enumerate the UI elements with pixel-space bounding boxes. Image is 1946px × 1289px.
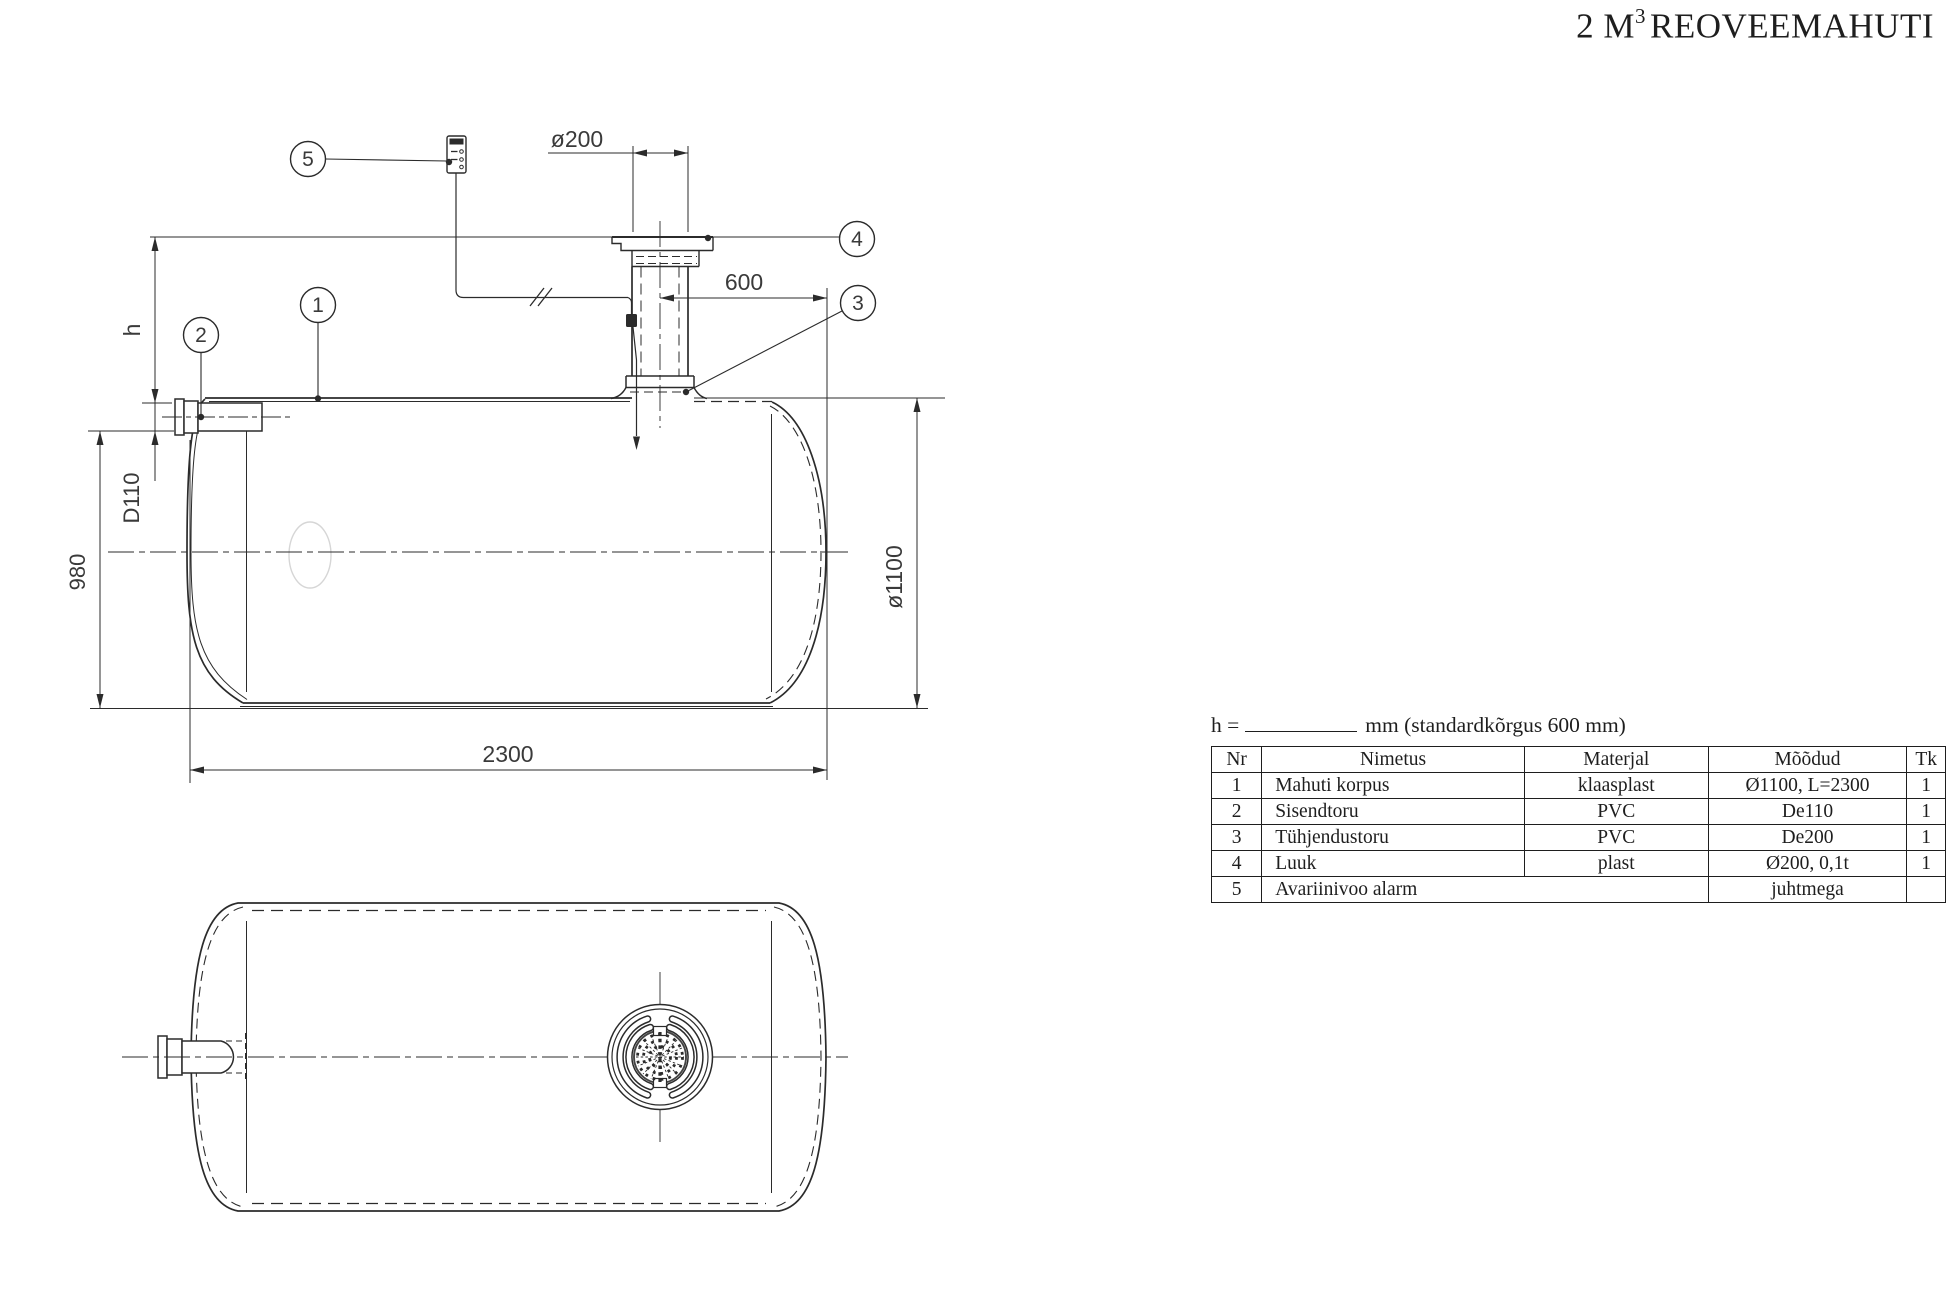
col-header-nimetus: Nimetus: [1262, 747, 1525, 773]
cell-tk: [1907, 877, 1946, 903]
parts-table-header-row: [1212, 747, 1946, 773]
svg-text:4: 4: [851, 228, 863, 251]
tank-side-outline: [108, 398, 852, 707]
cable-arrow: [633, 437, 640, 451]
col-header-tk: Tk: [1907, 747, 1946, 773]
cell-nr: 3: [1212, 825, 1262, 851]
cell-materjal: PVC: [1524, 825, 1708, 851]
callout-5: [291, 142, 453, 177]
cell-materjal: klaasplast: [1524, 773, 1708, 799]
alarm-device: [447, 136, 466, 173]
cell-tk: 1: [1907, 825, 1946, 851]
title-name: REOVEEMAHUTI: [1649, 6, 1934, 46]
table-row: [1212, 825, 1946, 851]
cell-nimetus: Mahuti korpus: [1262, 773, 1525, 799]
svg-text:1: 1: [312, 294, 324, 317]
dim-label-riser-height: h: [119, 323, 145, 337]
cell-moodud: juhtmega: [1708, 877, 1907, 903]
cell-nr: 5: [1212, 877, 1262, 903]
dimension-tank-length: [190, 440, 827, 783]
cell-nr: 2: [1212, 799, 1262, 825]
inlet-pipe-side: [162, 399, 292, 435]
height-note: [1211, 711, 1626, 738]
cell-nimetus: Luuk: [1262, 851, 1525, 877]
parts-table: [1211, 746, 1946, 903]
cell-moodud: Ø200, 0,1t: [1708, 851, 1907, 877]
cell-moodud: Ø1100, L=2300: [1708, 773, 1907, 799]
dim-label-riser-to-end: 600: [724, 269, 764, 295]
cable-clip: [626, 314, 637, 327]
cell-nimetus: Tühjendustoru: [1262, 825, 1525, 851]
col-header-nr: Nr: [1212, 747, 1262, 773]
table-row: [1212, 851, 1946, 877]
table-row: [1212, 773, 1946, 799]
svg-text:5: 5: [302, 148, 314, 171]
table-row: [1212, 877, 1946, 903]
dim-label-riser-diameter: ø200: [550, 126, 604, 152]
title-volume: 2 M: [1576, 6, 1635, 46]
side-view: [65, 126, 945, 783]
cell-moodud: De110: [1708, 799, 1907, 825]
cell-tk: 1: [1907, 799, 1946, 825]
callout-3: [683, 286, 876, 396]
col-header-materjal: Materjal: [1524, 747, 1708, 773]
cell-nr: 4: [1212, 851, 1262, 877]
callout-1: [301, 288, 336, 402]
note-blank-value: [1245, 711, 1357, 732]
cell-materjal: PVC: [1524, 799, 1708, 825]
col-header-moodud: Mõõdud: [1708, 747, 1907, 773]
note-suffix: mm (standardkõrgus 600 mm): [1365, 713, 1626, 737]
note-label: h =: [1211, 713, 1240, 737]
dim-label-inlet-diameter: D110: [119, 472, 144, 524]
drawing-title: [1576, 6, 1934, 47]
cell-nimetus: Sisendtoru: [1262, 799, 1525, 825]
dim-label-tank-diameter: ø1100: [881, 545, 907, 609]
manhole-lid-top: [608, 972, 713, 1142]
alarm-cable: [456, 173, 640, 450]
callout-4: [705, 222, 875, 257]
dim-label-tank-length: 2300: [482, 741, 534, 767]
cell-nimetus: Avariinivoo alarm: [1262, 877, 1708, 903]
dimension-tank-diameter: [694, 398, 945, 708]
cell-nr: 1: [1212, 773, 1262, 799]
dimension-riser-diameter: [548, 126, 688, 232]
cell-moodud: De200: [1708, 825, 1907, 851]
top-view: [122, 903, 848, 1211]
svg-text:2: 2: [195, 324, 207, 347]
cell-tk: 1: [1907, 773, 1946, 799]
title-exponent: 3: [1634, 4, 1646, 28]
cell-tk: 1: [1907, 851, 1946, 877]
dim-label-inlet-to-bottom: 980: [65, 553, 90, 591]
faint-mark: [289, 522, 331, 588]
cell-materjal: plast: [1524, 851, 1708, 877]
table-row: [1212, 799, 1946, 825]
svg-text:3: 3: [852, 292, 864, 315]
